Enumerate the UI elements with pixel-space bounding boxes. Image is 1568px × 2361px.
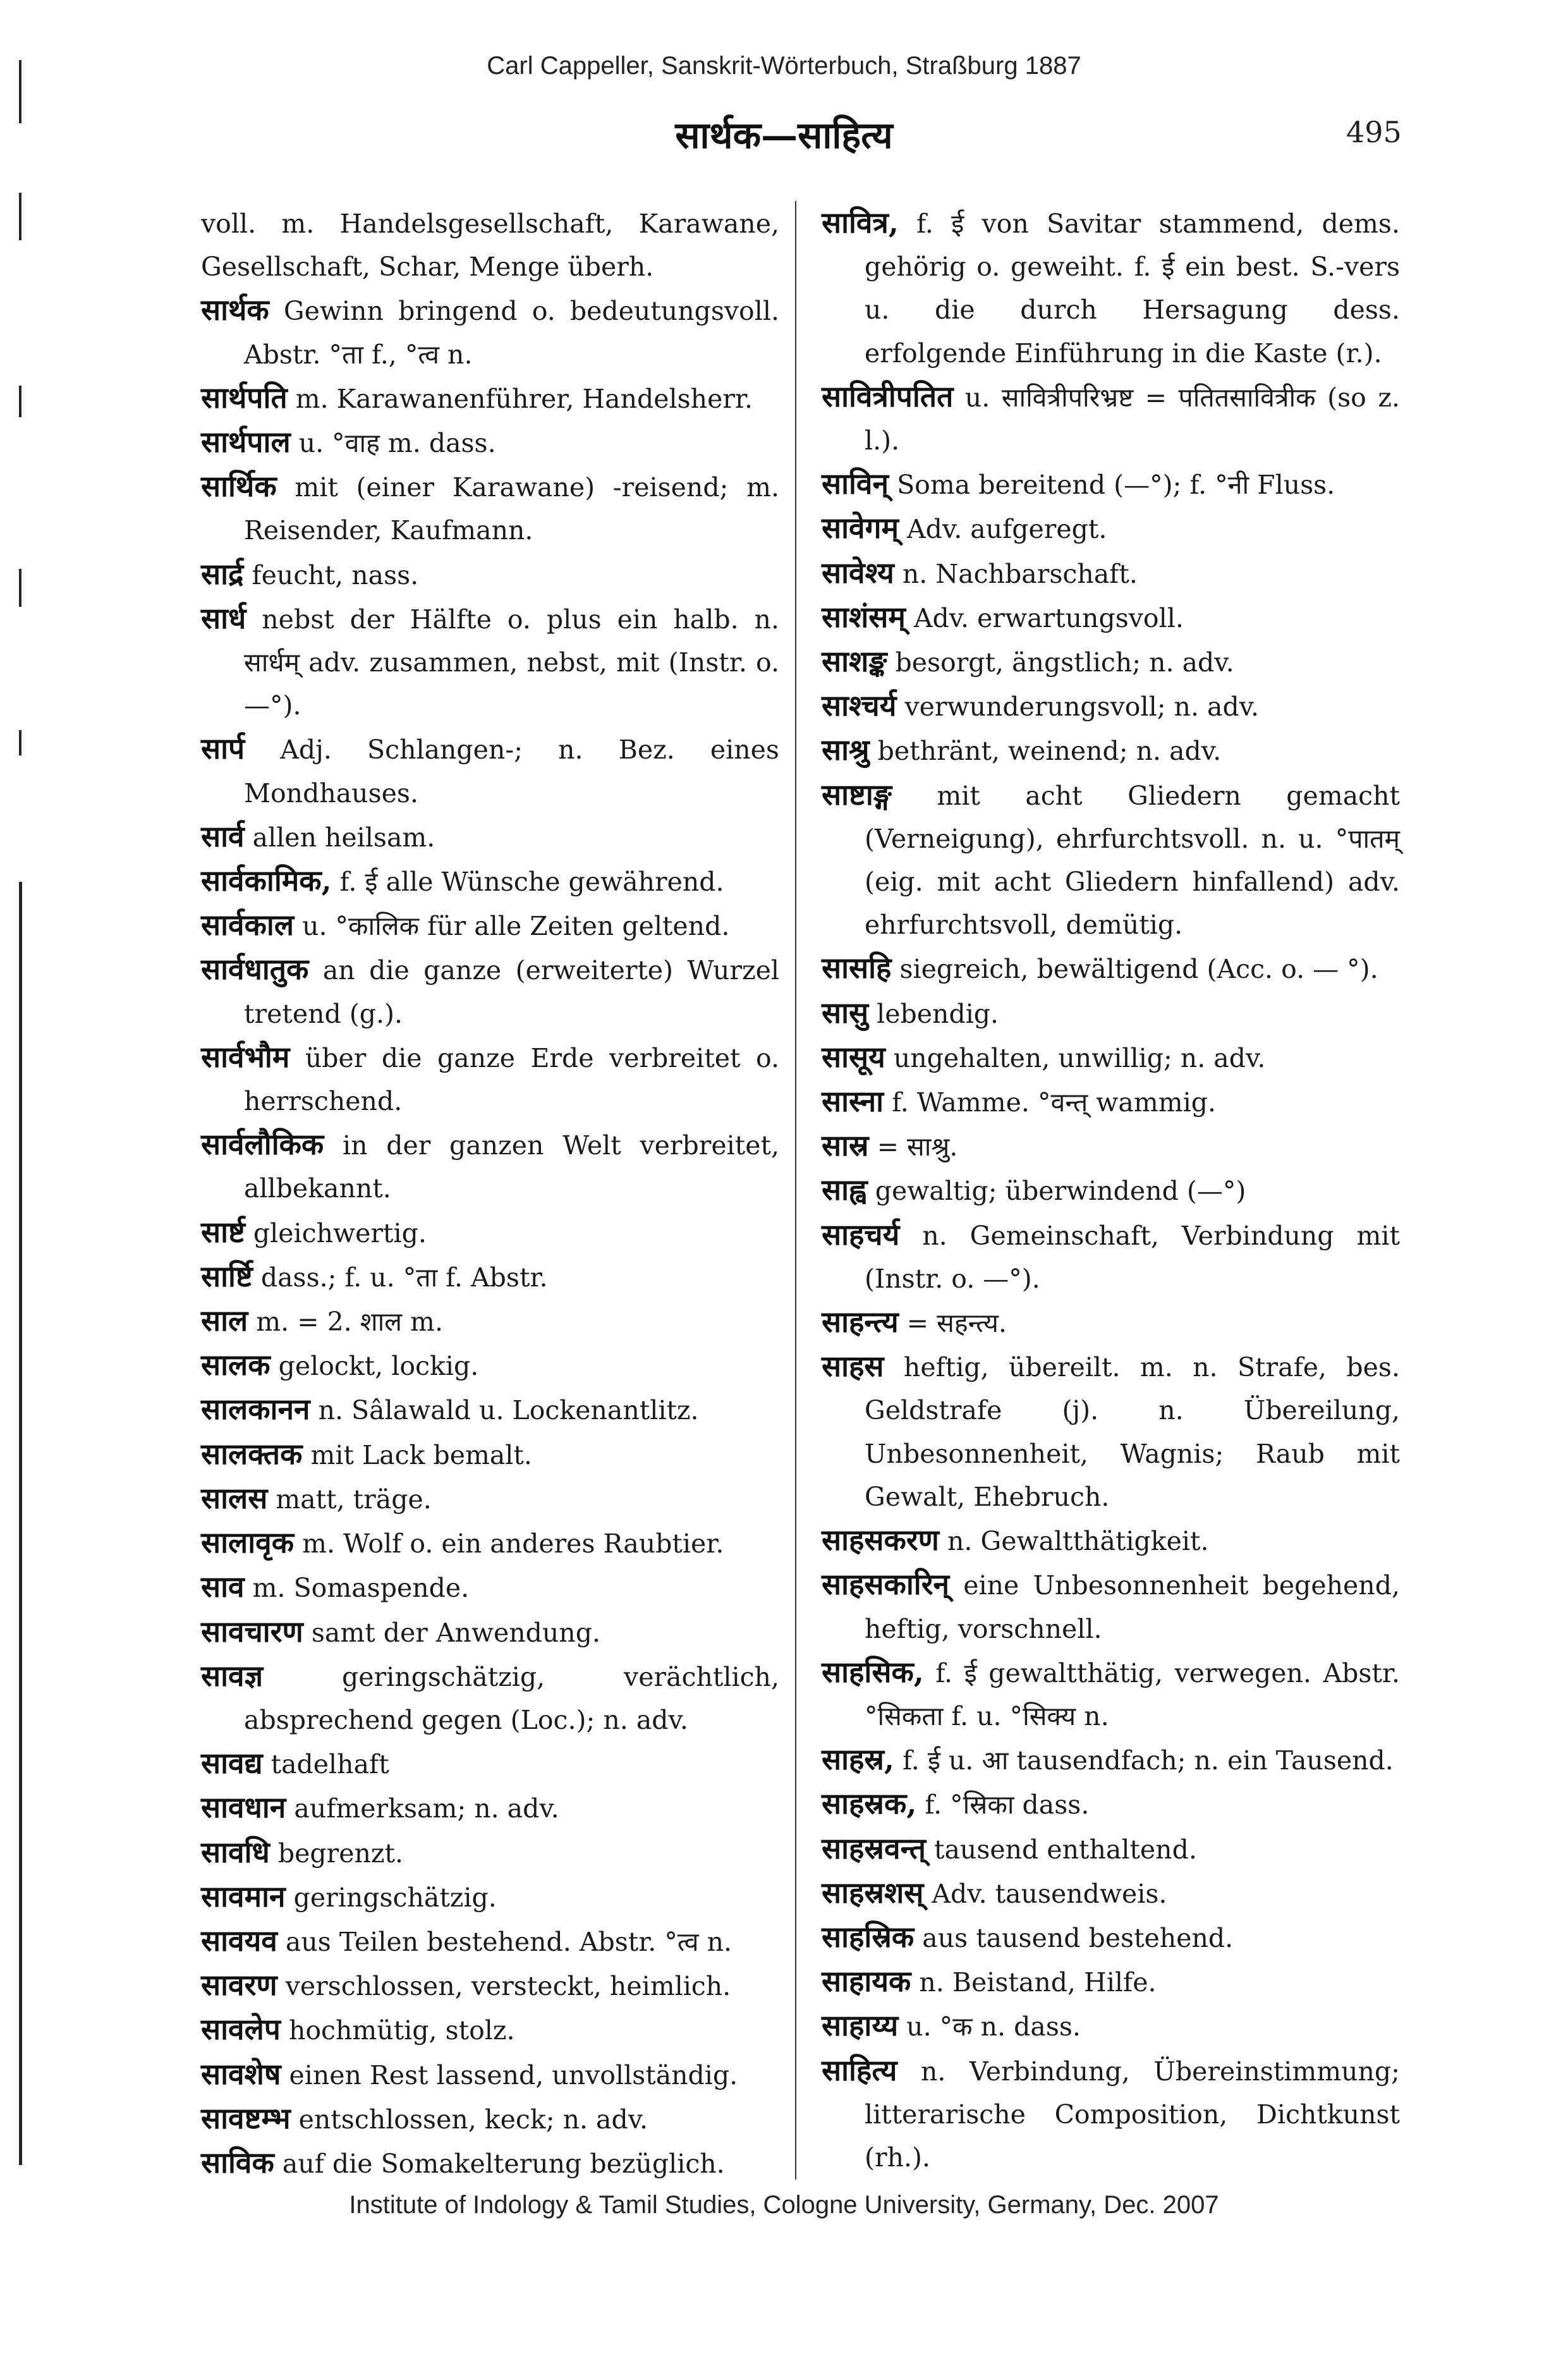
dictionary-entry <box>201 552 779 597</box>
dictionary-entry <box>201 1610 779 1654</box>
headword: सार्वलौकिक <box>201 1127 324 1162</box>
dictionary-entry <box>201 1831 779 1875</box>
dictionary-entry <box>822 506 1400 551</box>
dictionary-entry <box>201 1875 779 1919</box>
headword: साहस्रिक <box>822 1919 915 1954</box>
entry-definition: Adv. aufgeregt. <box>907 514 1107 545</box>
entry-definition: = सहन्त्य. <box>906 1308 1007 1339</box>
entry-definition: mit Lack bemalt. <box>310 1439 532 1470</box>
entry-definition: f. Wamme. °वन्त् wammig. <box>892 1087 1216 1118</box>
dictionary-entry <box>201 2141 779 2185</box>
entry-definition: in der ganzen Welt verbreitet, allbekannt. <box>244 1130 779 1204</box>
dictionary-entry <box>201 1299 779 1343</box>
headword: साशङ्क <box>822 644 887 679</box>
dictionary-entry <box>201 815 779 859</box>
dictionary-entry <box>201 1565 779 1609</box>
headword: सार्द्र <box>201 556 244 591</box>
entry-definition: m. Somaspende. <box>252 1573 470 1604</box>
entry-definition: Adv. tausendweis. <box>932 1878 1167 1909</box>
headword: साहसिक, <box>822 1654 924 1689</box>
dictionary-entry <box>822 1563 1400 1650</box>
scan-edge-mark <box>19 882 22 2165</box>
dictionary-entry <box>201 597 779 728</box>
entry-definition: f. ई alle Wünsche gewährend. <box>339 867 724 898</box>
dictionary-entry <box>822 1782 1400 1826</box>
headword: साहस्रवन्त् <box>822 1831 926 1865</box>
dictionary-entry <box>822 773 1400 947</box>
entry-definition: m. Wolf o. ein anderes Raubtier. <box>302 1528 724 1559</box>
entry-definition: geringschätzig. <box>293 1882 497 1913</box>
headword: सावशेष <box>201 2056 281 2091</box>
dictionary-entry <box>201 948 779 1035</box>
entry-definition: Gewinn bringend o. bedeutungsvoll. Abstr. °ता f., °त्व n. <box>244 296 779 370</box>
entry-definition: gleichwertig. <box>253 1217 427 1248</box>
entry-definition: lebendig. <box>877 998 999 1029</box>
dictionary-entry <box>201 376 779 420</box>
entry-definition: heftig, übereilt. m. n. Strafe, bes. Geldstrafe (j). n. Übereilung, Unbesonnenheit, Wagnis; Raub mit Gewalt, Ehebruch. <box>865 1352 1400 1512</box>
headword: सालक्तक <box>201 1436 303 1471</box>
entry-definition: aus Teilen bestehend. Abstr. °त्व n. <box>285 1926 732 1957</box>
entry-definition: gewaltig; überwindend (—°) <box>875 1176 1246 1207</box>
headword: सार्ष्टि <box>201 1259 253 1293</box>
entry-definition: f. ई gewaltthätig, verwegen. Abstr. °सिकता f. u. °सिक्य n. <box>865 1657 1400 1731</box>
dictionary-entry <box>822 462 1400 506</box>
dictionary-entry <box>822 1345 1400 1518</box>
entry-definition: verwunderungsvoll; n. adv. <box>904 692 1260 723</box>
entry-definition: u. सावित्रीपरिभ्रष्ट = पतितसावित्रीक (so z. l.). <box>865 382 1400 456</box>
headword: साहस्र, <box>822 1742 895 1777</box>
headword: साहस्रशस् <box>822 1875 924 1910</box>
scan-edge-mark <box>19 730 21 755</box>
entry-definition: ungehalten, unwillig; n. adv. <box>893 1042 1266 1073</box>
dictionary-entry <box>201 1654 779 1742</box>
headword: सार्वकाल <box>201 908 295 943</box>
dictionary-entry <box>822 1827 1400 1871</box>
entry-definition: = साश्रु. <box>877 1132 958 1162</box>
dictionary-entry <box>201 1477 779 1521</box>
headword: साहस <box>822 1349 884 1384</box>
headword: साविन् <box>822 467 889 501</box>
scan-edge-mark <box>19 193 21 240</box>
dictionary-entry <box>822 2049 1400 2180</box>
headword: सार्थिक <box>201 469 277 504</box>
dictionary-entry <box>201 465 779 552</box>
scan-edge-mark <box>19 569 21 607</box>
dictionary-entry <box>201 420 779 465</box>
headword: सालक <box>201 1348 270 1382</box>
entry-definition: Adv. erwartungsvoll. <box>913 602 1184 633</box>
headword: सार्वभौम <box>201 1039 290 1074</box>
dictionary-entry <box>201 201 779 288</box>
headword: सासहि <box>822 951 892 985</box>
headword: सालकानन <box>201 1392 310 1427</box>
entry-definition: f. ई von Savitar stammend, dems. gehörig o. geweiht. f. ई ein best. S.-vers u. die durch Hersagung dess. erfolgende Einführung in die Kaste (r.). <box>865 209 1400 369</box>
entry-definition: n. Sâlawald u. Lockenantlitz. <box>318 1395 699 1426</box>
headword: साविक <box>201 2145 274 2180</box>
entry-definition: entschlossen, keck; n. adv. <box>298 2104 648 2135</box>
column-divider <box>795 201 796 2180</box>
entry-definition: mit acht Gliedern gemacht (Verneigung), ehrfurchtsvoll. n. u. °पातम् (eig. mit acht Gliedern hinfallend) adv. ehrfurchtsvoll, demütig. <box>865 780 1400 941</box>
entry-definition: aufmerksam; n. adv. <box>294 1793 559 1824</box>
dictionary-entry <box>822 1871 1400 1915</box>
headword: सावष्टम्भ <box>201 2101 291 2135</box>
entry-definition: über die ganze Erde verbreitet o. herrschend. <box>244 1042 779 1117</box>
dictionary-entry <box>201 1343 779 1388</box>
headword: साशंसम् <box>822 599 906 634</box>
entry-definition: Adj. Schlangen-; n. Bez. eines Mondhauses. <box>244 735 779 808</box>
headword: साहसकारिन् <box>822 1567 950 1602</box>
entry-definition: an die ganze (erweiterte) Wurzel tretend (g.). <box>244 955 779 1029</box>
entry-definition: tadelhaft <box>270 1749 389 1780</box>
dictionary-entry <box>201 1919 779 1963</box>
entry-definition: bethränt, weinend; n. adv. <box>877 736 1222 767</box>
headword: सावरण <box>201 1968 277 2003</box>
headword: सावज्ञ <box>201 1658 264 1693</box>
dictionary-entry <box>201 1388 779 1432</box>
headword: सावद्य <box>201 1746 263 1781</box>
entry-definition: u. °क n. dass. <box>906 2011 1081 2042</box>
footer-note: Institute of Indology & Tamil Studies, Cologne University, Germany, Dec. 2007 <box>349 2191 1219 2219</box>
headword: सार्ध <box>201 601 246 635</box>
dictionary-entry <box>201 1035 779 1123</box>
headword: सावयव <box>201 1923 277 1958</box>
headword: साहस्रक, <box>822 1786 917 1821</box>
entry-definition: einen Rest lassend, unvollständig. <box>289 2059 738 2090</box>
dictionary-entry <box>822 1518 1400 1563</box>
entry-definition: u. °वाह m. dass. <box>298 428 496 459</box>
page-number: 495 <box>1346 115 1402 149</box>
scan-edge-mark <box>19 386 21 417</box>
dictionary-entry <box>201 859 779 903</box>
headword: सावित्र, <box>822 205 899 240</box>
headword: सासूय <box>822 1039 885 1074</box>
dictionary-entry <box>201 2053 779 2097</box>
dictionary-entry <box>201 1786 779 1830</box>
headword: साहसकरण <box>822 1523 939 1558</box>
dictionary-entry <box>822 684 1400 728</box>
entry-definition: matt, träge. <box>276 1484 432 1515</box>
dictionary-entry <box>822 2004 1400 2048</box>
entry-definition: nebst der Hälfte o. plus ein halb. n. सार्धम् adv. zusammen, nebst, mit (Instr. o. —°). <box>244 604 779 721</box>
dictionary-entry <box>822 1168 1400 1212</box>
dictionary-entry <box>822 1960 1400 2004</box>
entry-definition: besorgt, ängstlich; n. adv. <box>895 647 1234 678</box>
dictionary-entry <box>822 1124 1400 1168</box>
entry-definition: hochmütig, stolz. <box>288 2015 515 2046</box>
headword: सावधान <box>201 1790 286 1825</box>
entry-definition: f. °स्रिका dass. <box>925 1790 1090 1821</box>
headword: साल <box>201 1303 248 1338</box>
headword: साष्टाङ्ग <box>822 777 892 812</box>
headword: सार्प <box>201 731 245 766</box>
dictionary-entry <box>822 640 1400 684</box>
entry-definition: m. = 2. शाल m. <box>256 1307 443 1338</box>
headword: सार्थपाल <box>201 425 291 460</box>
headword: सावलेप <box>201 2012 281 2047</box>
dictionary-entry <box>201 2008 779 2052</box>
entry-definition: n. Beistand, Hilfe. <box>919 1967 1157 1998</box>
headword: सासु <box>822 995 869 1030</box>
headword: सास्ना <box>822 1084 884 1119</box>
entry-definition: aus tausend bestehend. <box>922 1922 1234 1953</box>
headword: साश्चर्य <box>822 688 897 723</box>
dictionary-entry <box>822 946 1400 991</box>
left-column <box>201 201 779 2185</box>
entry-definition: n. Verbindung, Übereinstimmung; litterarische Composition, Dichtkunst (rh.). <box>865 2056 1400 2173</box>
entry-definition: begrenzt. <box>277 1838 403 1869</box>
headword: सार्वकामिक, <box>201 863 332 898</box>
dictionary-entry <box>201 1211 779 1255</box>
dictionary-entry <box>822 1738 1400 1782</box>
headword: सावमान <box>201 1879 286 1913</box>
entry-definition: f. ई u. आ tausendfach; n. ein Tausend. <box>903 1745 1394 1776</box>
dictionary-entry <box>201 1521 779 1565</box>
dictionary-entry <box>822 1300 1400 1345</box>
dictionary-entry <box>822 1080 1400 1124</box>
dictionary-entry <box>822 728 1400 772</box>
dictionary-entry <box>822 1915 1400 1960</box>
dictionary-entry <box>201 1432 779 1477</box>
entry-definition: u. °कालिक für alle Zeiten geltend. <box>302 911 730 942</box>
headword: सावधि <box>201 1834 270 1869</box>
entry-definition: m. Karawanenführer, Handelsherr. <box>295 383 753 414</box>
dictionary-entry <box>822 551 1400 595</box>
dictionary-entry <box>201 1123 779 1210</box>
headword: साश्रु <box>822 733 870 767</box>
headword: सावेगम् <box>822 511 899 546</box>
source-note: Carl Cappeller, Sanskrit-Wörterbuch, Straßburg 1887 <box>487 52 1081 80</box>
dictionary-entry <box>822 1035 1400 1080</box>
entry-definition: auf die Somakelterung bezüglich. <box>282 2148 725 2179</box>
headword: साहित्य <box>822 2053 897 2087</box>
dictionary-entry <box>822 1650 1400 1738</box>
dictionary-entry <box>201 1742 779 1786</box>
headword: सार्थक <box>201 293 269 327</box>
headword: सास्र <box>822 1128 869 1163</box>
headword: सार्थपति <box>201 380 288 415</box>
running-head: सार्थक—साहित्य <box>675 114 893 157</box>
headword: साहचर्य <box>822 1217 900 1252</box>
dictionary-entry <box>201 288 779 375</box>
entry-definition: geringschätzig, verächtlich, absprechend gegen (Loc.); n. adv. <box>244 1661 779 1735</box>
headword: साह्व <box>822 1173 867 1207</box>
entry-definition: Soma bereitend (—°); f. °नी Fluss. <box>897 470 1335 501</box>
headword: सार्वधातुक <box>201 952 309 987</box>
entry-definition: verschlossen, versteckt, heimlich. <box>285 1971 731 2002</box>
entry-definition: gelockt, lockig. <box>278 1351 479 1382</box>
headword: सालावृक <box>201 1525 295 1560</box>
entry-definition: n. Nachbarschaft. <box>902 558 1138 589</box>
right-column <box>822 201 1400 2179</box>
dictionary-entry <box>822 595 1400 640</box>
headword: सावेश्य <box>822 555 894 590</box>
dictionary-entry <box>201 903 779 948</box>
dictionary-entry <box>201 1963 779 2008</box>
dictionary-entry <box>201 1255 779 1299</box>
entry-definition: mit (einer Karawane) -reisend; m. Reisender, Kaufmann. <box>244 472 779 546</box>
entry-definition: tausend enthaltend. <box>934 1834 1197 1865</box>
headword: सावित्रीपतित <box>822 379 954 413</box>
entry-definition: siegreich, bewältigend (Acc. o. — °). <box>899 954 1378 985</box>
dictionary-entry <box>822 991 1400 1035</box>
headword: सावचारण <box>201 1614 303 1649</box>
headword: साहायक <box>822 1964 911 1999</box>
entry-definition: allen heilsam. <box>252 822 435 853</box>
entry-definition: n. Gewaltthätigkeit. <box>947 1526 1209 1557</box>
entry-definition: voll. m. Handelsgesellschaft, Karawane, Gesellschaft, Schar, Menge überh. <box>201 209 779 283</box>
entry-definition: n. Gemeinschaft, Verbindung mit (Instr. o. —°). <box>865 1220 1400 1294</box>
entry-definition: dass.; f. u. °ता f. Abstr. <box>260 1262 548 1293</box>
dictionary-entry <box>201 727 779 814</box>
entry-definition: feucht, nass. <box>252 559 419 590</box>
entry-definition: samt der Anwendung. <box>311 1617 600 1648</box>
headword: साहन्त्य <box>822 1305 899 1339</box>
dictionary-entry <box>201 2097 779 2141</box>
dictionary-entry <box>822 375 1400 462</box>
headword: सालस <box>201 1480 268 1515</box>
headword: सार्ष्ट <box>201 1214 245 1249</box>
headword: सार्व <box>201 819 245 853</box>
headword: साव <box>201 1570 245 1604</box>
entry-definition: eine Unbesonnenheit begehend, heftig, vorschnell. <box>865 1570 1400 1644</box>
dictionary-entry <box>822 201 1400 375</box>
dictionary-entry <box>822 1213 1400 1300</box>
headword: साहाय्य <box>822 2008 899 2043</box>
